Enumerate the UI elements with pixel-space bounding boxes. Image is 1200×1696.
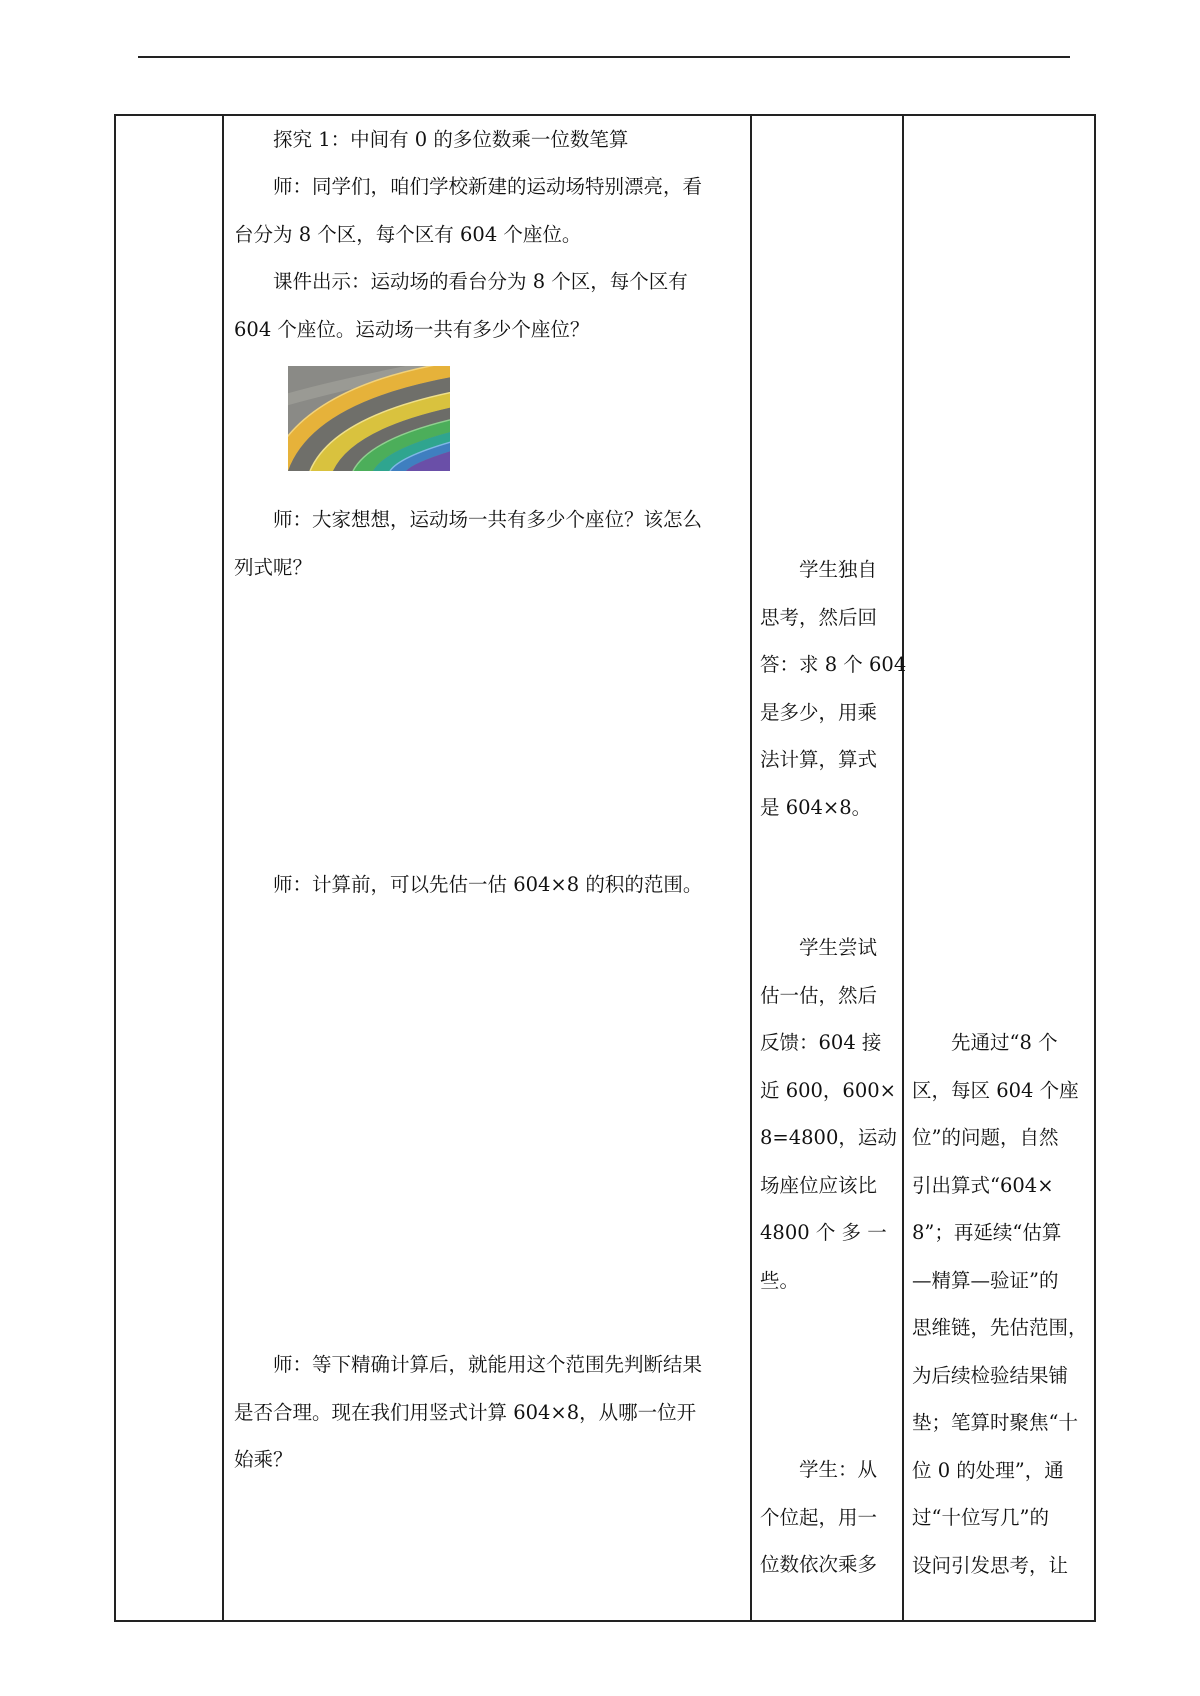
text-line: —精算—验证”的 — [912, 1268, 1059, 1292]
text-line: 4800 个 多 一 — [760, 1221, 887, 1244]
text-line: 位”的问题，自然 — [912, 1126, 1059, 1149]
text-line: 估一估，然后 — [760, 983, 878, 1007]
text-line: 是 604×8。 — [760, 795, 872, 819]
lesson-plan-table — [114, 114, 1096, 1622]
text-line: 近 600，600× — [760, 1078, 896, 1102]
text-line: 始乘？ — [234, 1448, 293, 1471]
text-line: 思维链，先估范围， — [912, 1316, 1088, 1339]
stadium-seats-photo-icon — [288, 366, 450, 471]
text-line: 是否合理。现在我们用竖式计算 604×8，从哪一位开 — [234, 1400, 697, 1424]
text-line: 过“十位写几”的 — [912, 1506, 1049, 1529]
text-line: 列式呢？ — [234, 555, 313, 579]
text-line: 思考，然后回 — [760, 605, 878, 629]
text-line: 台分为 8 个区，每个区有 604 个座位。 — [234, 222, 582, 246]
student-activity-cell — [752, 116, 907, 1620]
text-line: 法计算，算式 — [760, 748, 878, 771]
student-answer-paragraph — [760, 546, 906, 831]
text-line: 区，每区 604 个座 — [912, 1078, 1079, 1102]
text-line: 师：等下精确计算后，就能用这个范围先判断结果 — [234, 1353, 703, 1376]
design-intent-cell — [904, 116, 1096, 1620]
teacher-estimate-paragraph — [234, 861, 702, 909]
text-line: 8=4800，运动 — [760, 1126, 897, 1149]
courseware-paragraph — [234, 258, 688, 353]
teacher-vertical-calc-paragraph — [234, 1341, 702, 1484]
design-intent-paragraph — [912, 1019, 1088, 1589]
text-line: 引出算式“604× — [912, 1173, 1054, 1197]
text-line: 学生：从 — [760, 1458, 878, 1481]
stage-cell — [116, 116, 222, 1620]
text-line: 位数依次乘多 — [760, 1553, 878, 1576]
text-line: 师：同学们，咱们学校新建的运动场特别漂亮，看 — [234, 175, 703, 198]
text-line: 答：求 8 个 604 — [760, 653, 907, 676]
text-line: 先通过“8 个 — [912, 1031, 1058, 1054]
text-line: 反馈：604 接 — [760, 1031, 882, 1054]
text-line: 8”；再延续“估算 — [912, 1221, 1062, 1244]
student-method-paragraph — [760, 1446, 877, 1589]
student-estimate-paragraph — [760, 924, 897, 1304]
teacher-activity-cell — [224, 116, 750, 1620]
text-line: 设问引发思考，让 — [912, 1553, 1069, 1577]
teacher-intro-paragraph — [234, 163, 702, 258]
text-line: 课件出示：运动场的看台分为 8 个区，每个区有 — [234, 270, 688, 293]
text-line: 学生尝试 — [760, 936, 878, 959]
text-line: 是多少，用乘 — [760, 700, 878, 724]
text-line: 场座位应该比 — [760, 1173, 878, 1197]
text-line: 师：计算前，可以先估一估 604×8 的积的范围。 — [234, 873, 703, 896]
text-line: 垫；笔算时聚焦“十 — [912, 1411, 1078, 1434]
text-line: 位 0 的处理”，通 — [912, 1458, 1064, 1482]
text-line: 学生独自 — [760, 558, 878, 581]
text-line: 些。 — [760, 1268, 800, 1292]
explore-1-heading — [234, 116, 628, 164]
text-line: 师：大家想想，运动场一共有多少个座位？该怎么 — [234, 508, 703, 531]
page-header-rule — [138, 56, 1070, 58]
text-line: 探究 1：中间有 0 的多位数乘一位数笔算 — [234, 128, 629, 151]
teacher-question-paragraph — [234, 496, 702, 591]
text-line: 为后续检验结果铺 — [912, 1363, 1069, 1387]
text-line: 604 个座位。运动场一共有多少个座位？ — [234, 317, 590, 341]
text-line: 个位起，用一 — [760, 1505, 878, 1529]
